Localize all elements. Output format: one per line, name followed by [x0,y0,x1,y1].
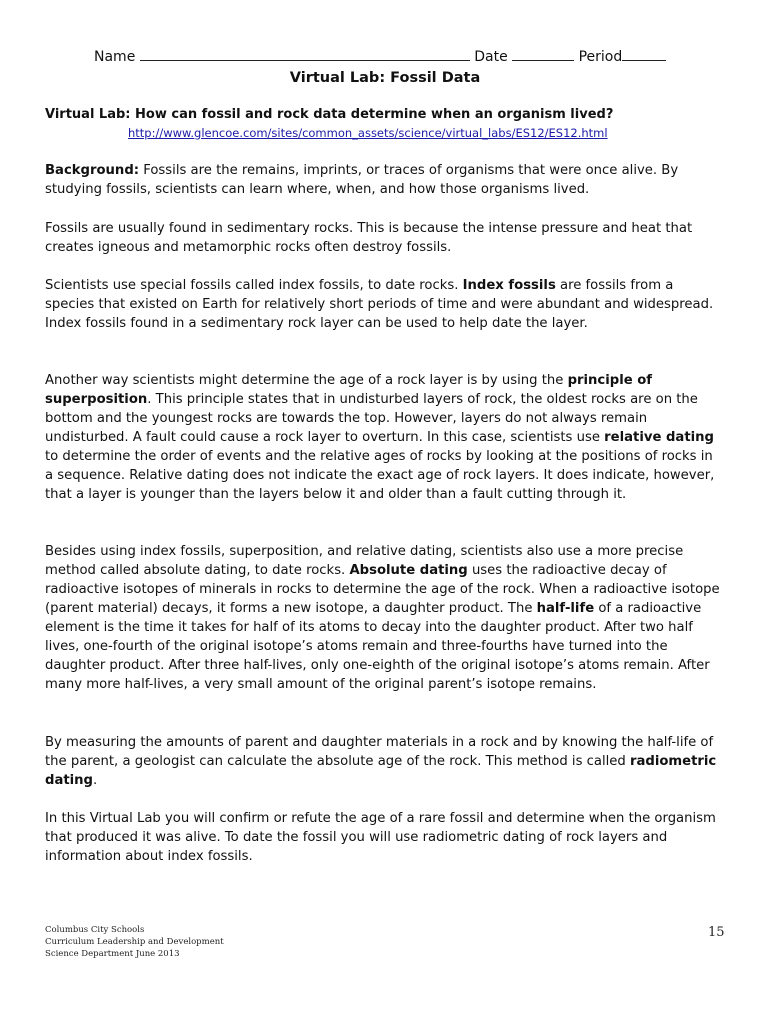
name-blank[interactable] [140,47,470,61]
date-label: Date [474,49,508,65]
superposition-text-mid: . This principle states that in undisturbed layers of rock, the oldest rocks are on the bottom and the youngest rocks are towards the top. However, layers do not always remain undisturbed. A fault could cause a rock layer to overturn. In this case, scientists use [45,392,698,445]
period-blank[interactable] [622,47,666,61]
half-life-term: half-life [536,601,595,616]
footer-line-1: Columbus City Schools [45,925,145,935]
absolute-text-pre: Besides using index fossils, superposition, and relative dating, scientists also use a more precise method called absolute dating, to date rocks. [45,544,684,578]
footer-credits [45,924,224,960]
index-fossils-term: Index fossils [462,278,556,293]
lab-question: Virtual Lab: How can fossil and rock data determine when an organism lived? [45,107,614,122]
absolute-dating-paragraph [45,542,725,694]
page-number: 15 [708,925,725,940]
radiometric-paragraph [45,733,725,790]
footer-line-3: Science Department June 2013 [45,949,180,959]
superposition-text-post: to determine the order of events and the relative ages of rocks by looking at the positions of rocks in a sequence. Relative dating does not indicate the exact age of rock layers. It does indicate, however, that a layer is younger than the layers below it and older than a fault cutting through it. [45,449,715,502]
background-paragraph [45,161,725,199]
date-blank[interactable] [512,47,574,61]
relative-dating-term: relative dating [604,430,714,445]
absolute-text-mid: uses the radioactive decay of radioactive isotopes of minerals in rocks to determine the age of the rock. When a radioactive isotope (parent material) decays, it forms a new isotope, a daughter product. The [45,563,720,616]
superposition-text-pre: Another way scientists might determine the age of a rock layer is by using the [45,373,568,388]
superposition-term: principle of superposition [45,373,653,407]
radiometric-text-post: . [93,773,98,788]
footer-line-2: Curriculum Leadership and Development [45,937,224,947]
background-text: Fossils are the remains, imprints, or traces of organisms that were once alive. By studying fossils, scientists can learn where, when, and how those organisms lived. [45,163,679,197]
student-info-line [94,47,694,65]
radiometric-text-pre: By measuring the amounts of parent and daughter materials in a rock and by knowing the half-life of the parent, a geologist can calculate the absolute age of the rock. This method is called [45,735,714,769]
radiometric-dating-term: radiometric dating [45,754,717,788]
period-label: Period [578,49,623,65]
lab-url-link[interactable]: http://www.glencoe.com/sites/common_assets/science/virtual_labs/ES12/ES12.html [128,126,608,140]
absolute-dating-term: Absolute dating [349,563,468,578]
page-title: Virtual Lab: Fossil Data [289,70,481,86]
index-text-pre: Scientists use special fossils called index fossils, to date rocks. [45,278,463,293]
intro-paragraph: In this Virtual Lab you will confirm or refute the age of a rare fossil and determine when the organism that produced it was alive. To date the fossil you will use radiometric dating of rock layers and information about index fossils. [45,811,716,864]
absolute-text-post: of a radioactive element is the time it takes for half of its atoms to decay into the daughter product. After two half lives, one-fourth of the original isotope’s atoms remain and three-fourths have turned into the daughter product. After three half-lives, only one-eighth of the original isotope’s atoms remain. After many more half-lives, a very small amount of the original parent’s isotope remains. [45,601,710,692]
superposition-paragraph [45,371,725,504]
index-text-post: are fossils from a species that existed on Earth for relatively short periods of time and were abundant and widespread. Index fossils found in a sedimentary rock layer can be used to help date the layer. [45,278,714,331]
sedimentary-paragraph: Fossils are usually found in sedimentary rocks. This is because the intense pressure and heat that creates igneous and metamorphic rocks often destroy fossils. [45,221,693,255]
background-label: Background: [45,163,140,178]
name-label: Name [94,49,136,65]
index-fossils-paragraph [45,276,725,333]
